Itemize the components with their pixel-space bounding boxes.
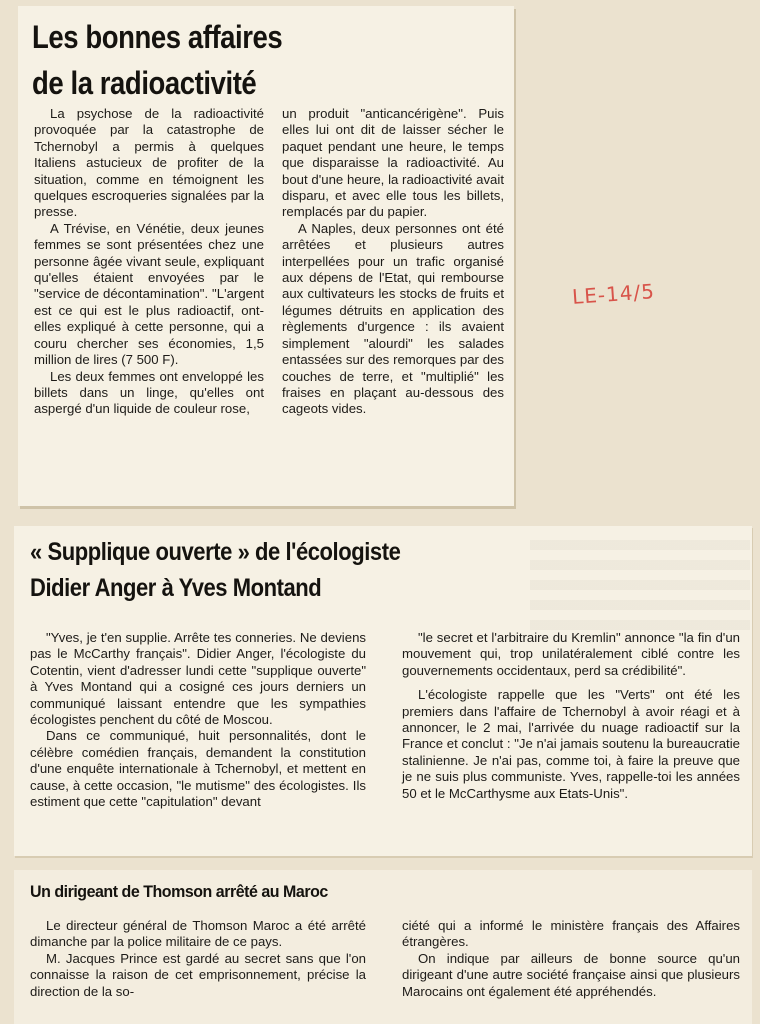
article1-headline: Les bonnes affaires de la radioactivité [32,19,283,101]
article2-column-2 [402,630,740,802]
article3-column-1 [30,918,366,1000]
paragraph: A Naples, deux personnes ont été arrêtées et plusieurs autres interpellées pour un trafic organisé aux dépens de l'Etat, qui rembourse aux cultivateurs les stocks de fruits et légumes détruits en application des règlements d'urgence : ils avaient simplement "alourdi" les salades entassées sur des remorques par des couches de terre, et "multiplié" les fraises en plaçant au-dessous des cageots vides. [282,220,504,417]
article1-column-1 [34,106,264,418]
handwritten-annotation: LE-14/5 [571,279,656,309]
print-bleed-through [530,540,750,630]
article2-headline: « Supplique ouverte » de l'écologiste Didier Anger à Yves Montand [30,538,401,602]
paragraph: ciété qui a informé le ministère français des Affaires étrangères. [402,918,740,950]
paragraph: Le directeur général de Thomson Maroc a été arrêté dimanche par la police militaire de ce pays. [30,918,366,950]
article2-column-1 [30,630,366,810]
paragraph: "Yves, je t'en supplie. Arrête tes conneries. Ne deviens pas le McCarthy français". Didier Anger, l'écologiste du Cotentin, vient d'adresser lundi cette "supplique ouverte" à Yves Montand qui a cosigné ces jours derniers un communiqué laissant entendre que les sympathies écologistes penchent du côté de Moscou. [30,630,366,728]
paragraph: M. Jacques Prince est gardé au secret sans que l'on connaisse la raison de cet emprisonnement, précise la direction de la so- [30,950,366,999]
paragraph: La psychose de la radioactivité provoquée par la catastrophe de Tchernobyl a permis à quelques Italiens astucieux de profiter de la situation, comme en témoignent les quelques escroqueries signalées par la presse. [34,106,264,220]
paragraph: un produit "anticancérigène". Puis elles lui ont dit de laisser sécher le paquet pendant une heure, le temps que disparaisse la radioactivité. Au bout d'une heure, la radioactivité avait disparu, et avec elle tous les billets, remplacés par du papier. [282,106,504,220]
paragraph: A Trévise, en Vénétie, deux jeunes femmes se sont présentées chez une personne âgée vivant seule, expliquant qu'elles étaient envoyées par le "service de décontamination". "L'argent est ce qui est le plus radioactif, ont-elles expliqué à cette personne, qui a couru chercher ses économies, 1,5 million de lires (7 500 F). [34,220,264,368]
paragraph: On indique par ailleurs de bonne source qu'un dirigeant d'une autre société française ainsi que plusieurs Marocains ont également été appréhendés. [402,950,740,999]
paragraph: Dans ce communiqué, huit personnalités, dont le célèbre comédien français, demandent la constitution d'une enquête internationale à Tchernobyl, et mettent en cause, à cette occasion, "le mutisme" des écologistes. Ils estiment que cette "capitulation" devant [30,728,366,810]
article3-headline: Un dirigeant de Thomson arrêté au Maroc [30,882,328,901]
article1-column-2 [282,106,504,418]
article3-column-2 [402,918,740,1000]
paragraph: L'écologiste rappelle que les "Verts" ont été les premiers dans l'affaire de Tchernobyl à avoir réagi et à annoncer, le 2 mai, l'arrivée du nuage radioactif sur la France et conclut : "Je n'ai jamais soutenu la bureaucratie stalinienne. Je n'ai pas, comme toi, à faire la preuve que je ne suis plus communiste. Yves, rappelle-toi les années 50 et le McCarthysme aux Etats-Unis". [402,687,740,801]
paragraph: "le secret et l'arbitraire du Kremlin" annonce "la fin d'un mouvement qui, trop unilatéralement ciblé contre les gouvernements occidentaux, perd sa crédibilité". [402,630,740,678]
paragraph: Les deux femmes ont enveloppé les billets dans un linge, qu'elles ont aspergé d'un liquide de couleur rose, [34,368,264,417]
